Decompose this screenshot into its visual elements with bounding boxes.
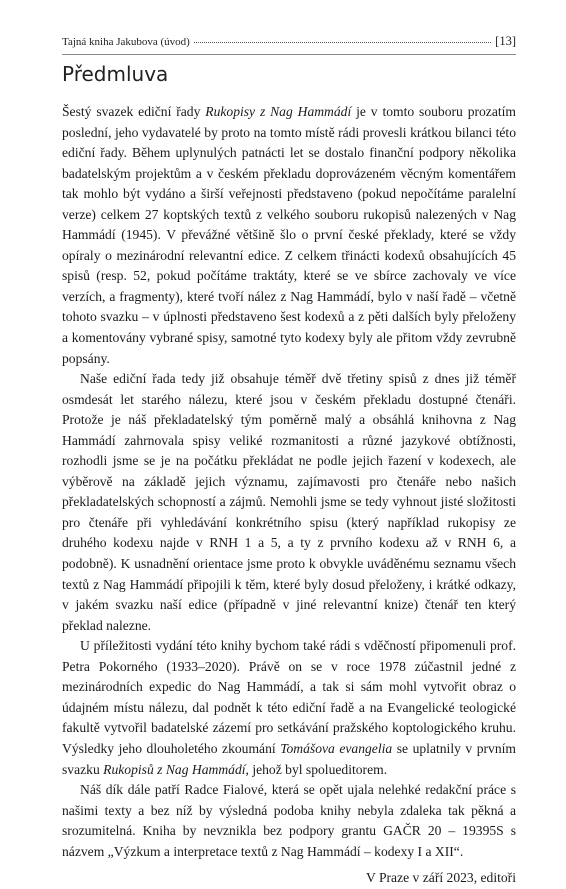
body-text [62,102,516,889]
text-run: Šestý svazek ediční řady [62,104,206,119]
text-run: Náš dík dále patří Radce Fialové, která se opět ujala nelehké redakční práce s našimi texty a bez níž by výsledná podoba knihy nebyla zdaleka tak pěkná a srozumitelná. Kniha by nevznikla bez podpory grantu GAČR 20 – 19395S s názvem „Výzkum a interpretace textů z Nag Hammádí – kodexy I a XII“. [62,782,516,859]
page-number: [13] [495,34,516,48]
chapter-heading: Předmluva [62,62,169,86]
paragraph [62,102,516,369]
dot-leader [194,42,491,43]
header-rule [62,54,516,55]
running-header [62,34,516,49]
paragraph [62,636,516,780]
text-run: se uplatnily v prvním svazku [62,740,517,777]
italic-title: Rukopisů z Nag Hammádí [103,761,246,777]
text-run: Naše ediční řada tedy již obsahuje téměř dvě třetiny spisů z dnes již téměř osmdesát let starého nálezu, které jsou v českém překladu dostupné čtenáři. Protože je náš překladatelský tým poměrně malý a obsáhlá knihovna z Nag Hammádí zahrnovala spisy veliké rozmanitosti a různé jazykové obtížnosti, rozhodli jsme se je na počátku překládat ne podle jejich řazení v kodexech, ale výběrově na základě jejich významu, zajímavosti pro čtenáře nebo našich překladatelských schopností a zájmů. Nemohli jsme se tedy vyhnout jisté složitosti pro čtenáře při vyhledávání konkrétního spisu (který například rukopisy ze druhého kodexu najde v RNH 1 a 5, a ty z prvního kodexu až v RNH 6, a podobně). K usnadnění orientace jsme proto k obvykle uváděnému seznamu všech textů z Nag Hammádí připojili k těm, které byly dosud přeloženy, i krátké odkazy, v jakém svazku naší edice (případně v jiné relevantní knize) čtenář ten který překlad nalezne. [62,371,516,633]
running-header-title: Tajná kniha Jakubova (úvod) [62,36,190,48]
text-run: , jehož byl spolueditorem. [245,761,388,777]
italic-title: Tomášova evangelia [280,740,393,756]
text-run: je v tomto souboru prozatím poslední, jeho vydavatelé by proto na tomto místě rádi provesli krátkou bilanci této ediční řady. Během uplynulých patnácti let se dostalo finanční podpory několika badatelským projektům a v českém překladu doprovázeném věcným komentářem tak mohlo být vydáno a širší veřejnosti představeno (pokud nepočítáme paralelní verze) celkem 27 koptských textů z velkého souboru rukopisů nalezených v Nag Hammádí (1945). V převážné většině šlo o první české překlady, které se vždy opíraly o mezinárodní relevantní edice. Z celkem třinácti kodexů obsahujících 45 spisů (resp. 52, pokud počítáme traktáty, které se ve sbírce zachovaly ve více verzích, a fragmenty), které tvoří nález z Nag Hammádí, bylo v naší řadě – včetně tohoto svazku – v úplnosti představeno šest kodexů a z pěti dalších byly přeloženy a komentovány vybrané spisy, samotné tyto kodexy byly ale přitom vždy zevrubně popsány. [62,104,517,366]
text-run: U příležitosti vydání této knihy bychom také rádi s vděčností připomenuli prof. Petra Pokorného (1933–2020). Právě on se v roce 1978 zúčastnil jedné z mezinárodních expedic do Nag Hammádí, a tak si sám mohl vytvořit obraz o údajném místu nálezu, dal podnět k této ediční řadě a na Evangelické teologické fakultě vytvořil badatelské zázemí pro setkávání pražského koptologického kruhu. Výsledky jeho dlouholetého zkoumání [62,638,516,756]
paragraph [62,780,516,862]
signature: V Praze v září 2023, editoři [366,870,516,886]
paragraph [62,369,516,636]
italic-title: Rukopisy z Nag Hammádí [205,104,352,119]
